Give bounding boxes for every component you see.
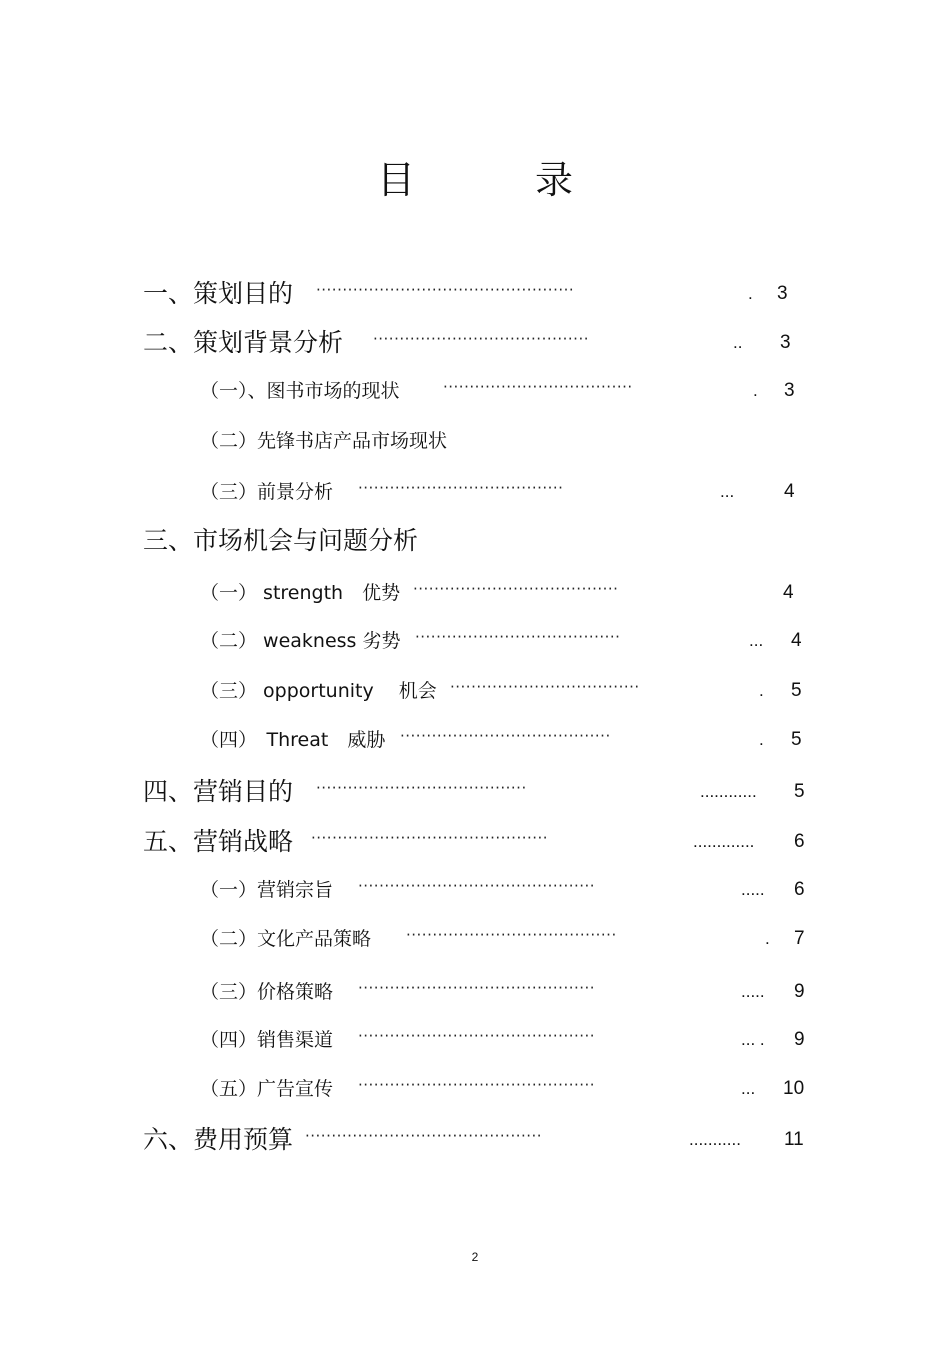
toc-entry-label: （四） Threat 威胁 xyxy=(200,729,386,751)
toc-entry-label: （二）文化产品策略 xyxy=(200,928,372,950)
toc-page-number: 5 xyxy=(794,781,805,802)
toc-entry-label: 四、营销目的 xyxy=(143,777,294,806)
toc-leader: ············································· xyxy=(358,877,596,895)
toc-leader: ············································· xyxy=(305,1127,543,1145)
toc-page-number: 5 xyxy=(791,680,802,701)
toc-page-number: 11 xyxy=(784,1129,804,1150)
footer-page-number: 2 xyxy=(471,1250,479,1264)
toc-entry-16[interactable] xyxy=(200,1020,813,1060)
toc-leader: ······································· xyxy=(413,580,619,598)
toc-tail: . xyxy=(765,929,770,948)
toc-page-number: 9 xyxy=(794,1029,805,1050)
toc-tail: . xyxy=(759,730,764,749)
toc-page-number: 3 xyxy=(777,283,788,304)
toc-leader: ···································· xyxy=(450,678,640,696)
toc-leader: ············································· xyxy=(358,979,596,997)
toc-tail: ... xyxy=(741,1079,756,1098)
toc-tail: ... . xyxy=(741,1030,765,1049)
toc-page-number: 4 xyxy=(783,582,794,603)
toc-entry-label: （一）营销宗旨 xyxy=(200,879,334,901)
toc-tail: ........... xyxy=(689,1130,741,1149)
toc-tail: . xyxy=(759,681,764,700)
toc-entry-4[interactable] xyxy=(200,421,813,461)
toc-page-number: 7 xyxy=(794,928,805,949)
toc-entry-11[interactable] xyxy=(143,772,813,812)
toc-leader: ········································ xyxy=(406,926,617,944)
toc-entry-7[interactable] xyxy=(200,573,813,613)
toc-leader: ············································· xyxy=(311,829,549,847)
toc-entry-18[interactable] xyxy=(143,1120,813,1160)
toc-entry-label: （三）前景分析 xyxy=(200,481,334,503)
toc-entry-6[interactable] xyxy=(143,521,813,561)
title-char-1: 目 xyxy=(376,158,415,202)
toc-tail: . xyxy=(748,284,753,303)
toc-tail: ..... xyxy=(741,982,765,1001)
toc-page-number: 6 xyxy=(794,831,805,852)
toc-entry-label: 五、营销战略 xyxy=(143,827,294,856)
toc-page-number: 3 xyxy=(784,380,795,401)
title-char-2: 录 xyxy=(535,158,574,202)
toc-entry-17[interactable] xyxy=(200,1069,813,1109)
toc-entry-label: （四）销售渠道 xyxy=(200,1029,334,1051)
toc-leader: ······································· xyxy=(358,479,564,497)
toc-entry-label: 六、费用预算 xyxy=(143,1125,294,1154)
toc-page-number: 6 xyxy=(794,879,805,900)
toc-tail: ... xyxy=(720,482,735,501)
toc-leader: ········································ xyxy=(400,727,611,745)
toc-entry-label: 三、市场机会与问题分析 xyxy=(143,526,419,555)
toc-tail: ..... xyxy=(741,880,765,899)
toc-page-number: 4 xyxy=(791,630,802,651)
toc-entry-label: （一） strength 优势 xyxy=(200,582,401,604)
toc-entry-label: （三） opportunity 机会 xyxy=(200,680,437,702)
toc-entry-14[interactable] xyxy=(200,919,813,959)
toc-entry-1[interactable] xyxy=(143,274,813,314)
toc-entry-label: （三）价格策略 xyxy=(200,981,334,1003)
toc-entry-label: 一、策划目的 xyxy=(143,279,294,308)
toc-entry-8[interactable] xyxy=(200,621,813,661)
toc-leader: ················································· xyxy=(316,281,575,299)
toc-page-number: 4 xyxy=(784,481,795,502)
toc-entry-5[interactable] xyxy=(200,472,813,512)
toc-page-number: 10 xyxy=(783,1078,805,1099)
toc-tail: ............. xyxy=(693,832,755,851)
toc-leader: ············································· xyxy=(358,1076,596,1094)
toc-leader: ············································· xyxy=(358,1027,596,1045)
toc-entry-label: （五）广告宣传 xyxy=(200,1078,334,1100)
toc-entry-15[interactable] xyxy=(200,972,813,1012)
toc-tail: .. xyxy=(733,333,743,352)
toc-entry-12[interactable] xyxy=(143,822,813,862)
toc-entry-label: （二）先锋书店产品市场现状 xyxy=(200,430,448,452)
toc-tail: ............ xyxy=(700,782,757,801)
toc-leader: ······································· xyxy=(415,628,621,646)
toc-leader: ········································· xyxy=(373,330,589,348)
toc-title xyxy=(0,150,950,210)
toc-page-number: 5 xyxy=(791,729,802,750)
toc-leader: ···································· xyxy=(443,378,633,396)
toc-tail: . xyxy=(753,381,758,400)
toc-leader: ········································ xyxy=(316,779,527,797)
toc-tail: ... xyxy=(749,631,764,650)
toc-entry-label: 二、策划背景分析 xyxy=(143,328,344,357)
toc-entry-3[interactable] xyxy=(200,371,813,411)
toc-page-number: 3 xyxy=(780,332,791,353)
toc-entry-9[interactable] xyxy=(200,671,813,711)
toc-entry-2[interactable] xyxy=(143,323,813,363)
toc-entry-10[interactable] xyxy=(200,720,813,760)
toc-entry-label: （二） weakness 劣势 xyxy=(200,630,401,652)
toc-entry-label: （一）、图书市场的现状 xyxy=(200,380,400,402)
toc-entry-13[interactable] xyxy=(200,870,813,910)
toc-page-number: 9 xyxy=(794,981,805,1002)
